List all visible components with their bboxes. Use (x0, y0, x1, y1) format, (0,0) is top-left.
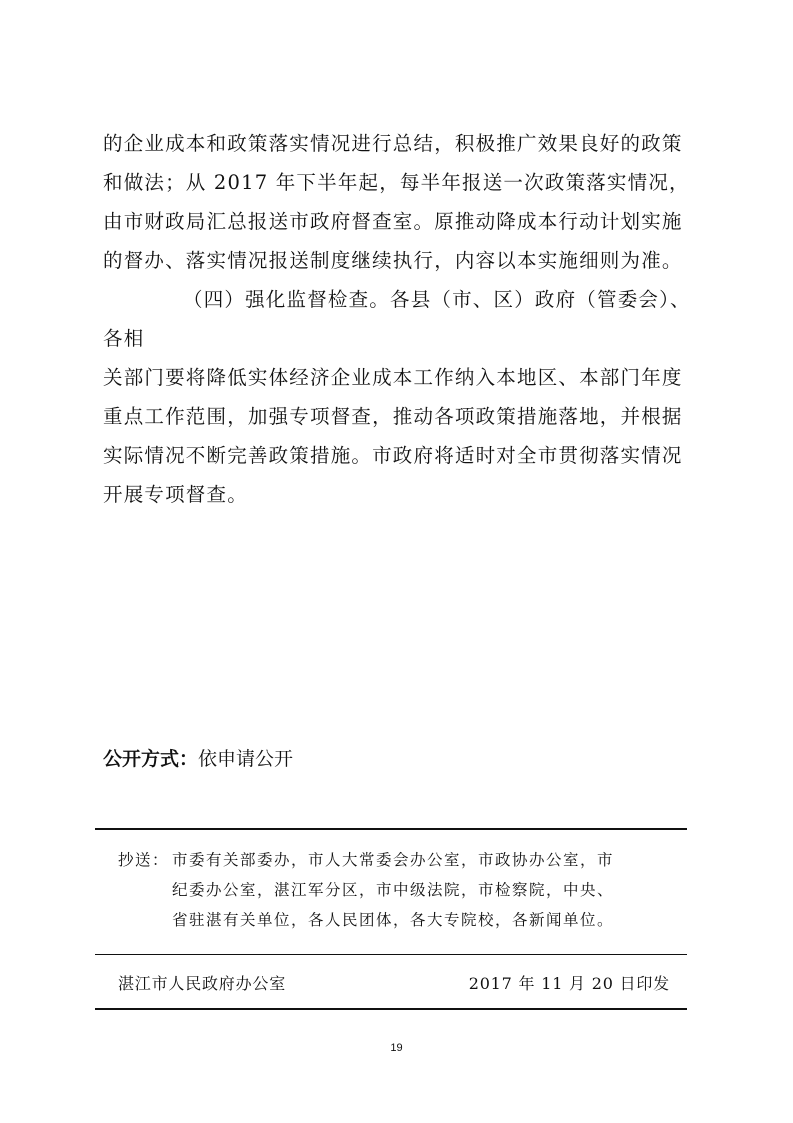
text-line: 和做法；从 2017 年下半年起，每半年报送一次政策落实情况， (103, 171, 690, 194)
cc-line: 省驻湛有关单位，各人民团体，各大专院校，各新闻单位。 (172, 911, 615, 929)
disclosure-method (103, 744, 293, 774)
body-text (103, 124, 703, 514)
issue-date: 2017 年 11 月 20 日印发 (468, 974, 670, 993)
divider-middle (95, 954, 687, 955)
paragraph (103, 124, 703, 280)
cc-line: 市委有关部委办，市人大常委会办公室，市政协办公室，市 (172, 851, 615, 869)
text-line: 重点工作范围，加强专项督查，推动各项政策措施落地，并根据 (103, 405, 683, 428)
text-line (103, 280, 703, 358)
divider-top (95, 828, 687, 830)
cc-block (118, 845, 678, 935)
issuance-row (118, 969, 670, 999)
cc-label: 抄送： (118, 851, 170, 869)
text-line: 由市财政局汇总报送市政府督查室。原推动降成本行动计划实施 (103, 210, 683, 233)
text-line: 的企业成本和政策落实情况进行总结，积极推广效果良好的政策 (103, 132, 683, 155)
text-line: 实际情况不断完善政策措施。市政府将适时对全市贯彻落实情况 (103, 444, 683, 467)
text-line: 的督办、落实情况报送制度继续执行，内容以本实施细则为准。 (103, 249, 683, 272)
cc-line: 纪委办公室，湛江军分区，市中级法院，市检察院，中央、 (172, 881, 615, 899)
page-number: 19 (390, 1042, 403, 1054)
text-line: 开展专项督查。 (103, 483, 248, 506)
divider-bottom (95, 1008, 687, 1010)
disclosure-value: 依申请公开 (198, 748, 294, 770)
text-line-content: （四）强化监督检查。各县（市、区）政府（管委会）、各相 (103, 288, 691, 350)
text-line: 关部门要将降低实体经济企业成本工作纳入本地区、本部门年度 (103, 366, 683, 389)
paragraph-strengthen-supervision (103, 280, 703, 514)
cc-row (118, 845, 678, 875)
disclosure-label: 公开方式： (103, 748, 199, 770)
issuer: 湛江市人民政府办公室 (118, 974, 287, 993)
